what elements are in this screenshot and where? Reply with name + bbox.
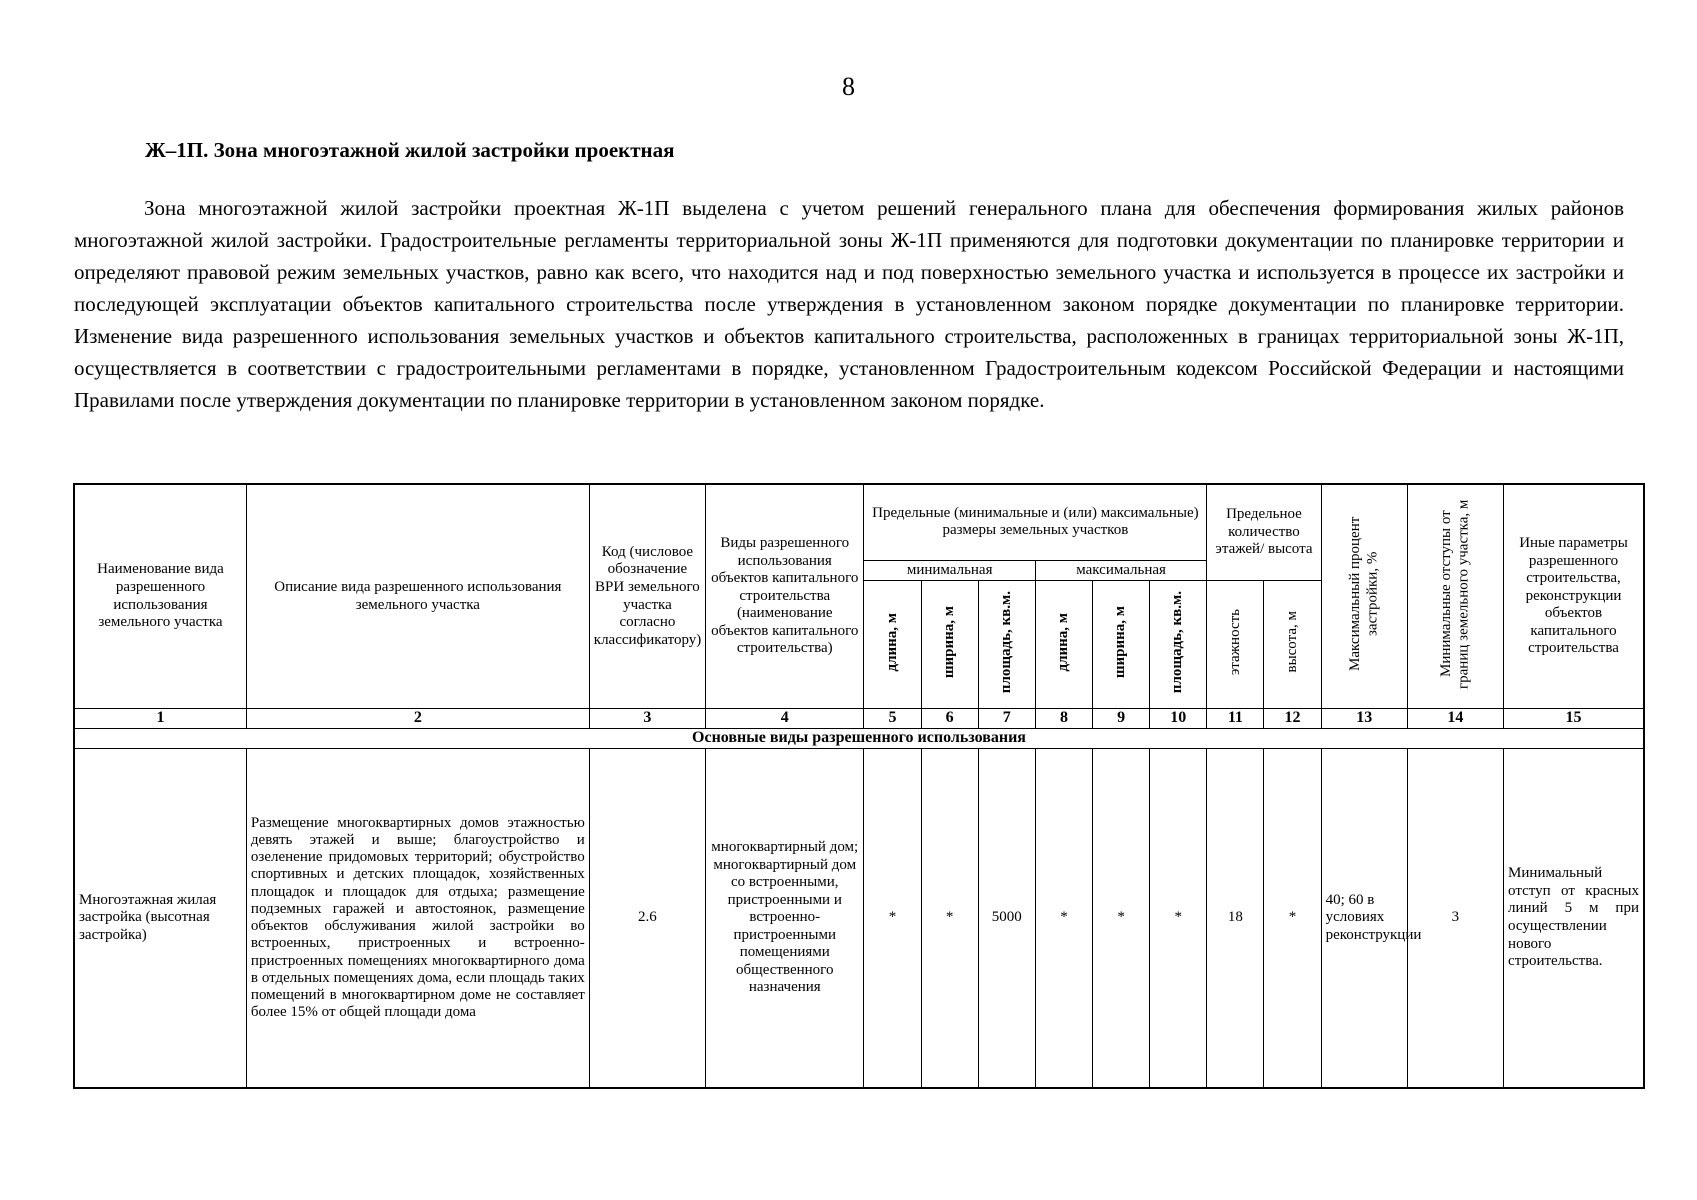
column-number: 1 (74, 709, 246, 729)
cell-min-area: 5000 (978, 749, 1035, 1088)
header-other-params: Иные параметры разрешенного строительства, реконструкции объектов капитального строительства (1504, 484, 1644, 709)
column-number: 8 (1035, 709, 1092, 729)
regulations-table (73, 483, 1645, 1089)
cell-max-width: * (1093, 749, 1150, 1088)
column-number: 4 (706, 709, 864, 729)
cell-coverage: 40; 60 в условиях реконструкции (1321, 749, 1407, 1088)
header-objects: Виды разрешенного использования объектов капитального строительства (наименование объектов капитального строительства) (706, 484, 864, 709)
column-number: 10 (1150, 709, 1207, 729)
cell-height: * (1264, 749, 1321, 1088)
cell-min-length: * (864, 749, 921, 1088)
column-number: 15 (1504, 709, 1644, 729)
column-number: 9 (1093, 709, 1150, 729)
cell-use-name: Многоэтажная жилая застройка (высотная застройка) (74, 749, 246, 1088)
header-height: высота, м (1264, 581, 1321, 709)
cell-other-params: Минимальный отступ от красных линий 5 м при осуществлении нового строительства. (1504, 749, 1644, 1088)
header-floors-height: Предельное количество этажей/ высота (1207, 484, 1321, 581)
header-min-length: длина, м (864, 581, 921, 709)
page-number: 8 (842, 72, 855, 101)
header-min-width: ширина, м (921, 581, 978, 709)
column-number: 12 (1264, 709, 1321, 729)
cell-objects: многоквартирный дом; многоквартирный дом со встроенными, пристроенными и встроенно-пристроенными помещениями общественного назначения (706, 749, 864, 1088)
cell-floors: 18 (1207, 749, 1264, 1088)
section-heading: Ж–1П. Зона многоэтажной жилой застройки проектная (145, 138, 675, 162)
cell-code: 2.6 (589, 749, 705, 1088)
cell-max-length: * (1035, 749, 1092, 1088)
column-number: 2 (246, 709, 589, 729)
column-number: 7 (978, 709, 1035, 729)
header-coverage: Максимальный процент застройки, % (1321, 484, 1407, 709)
column-number: 14 (1407, 709, 1503, 729)
header-max-width: ширина, м (1093, 581, 1150, 709)
cell-setback: 3 (1407, 749, 1503, 1088)
header-use-name: Наименование вида разрешенного использования земельного участка (74, 484, 246, 709)
header-max: максимальная (1035, 560, 1206, 581)
column-number: 5 (864, 709, 921, 729)
cell-max-area: * (1150, 749, 1207, 1088)
header-setback: Минимальные отступы от границ земельного участка, м (1407, 484, 1503, 709)
header-floors: этажность (1207, 581, 1264, 709)
table-row (74, 749, 1644, 1088)
header-code: Код (числовое обозначение ВРИ земельного участка согласно классификатору) (589, 484, 705, 709)
cell-min-width: * (921, 749, 978, 1088)
cell-use-description: Размещение многоквартирных домов этажностью девять этажей и выше; благоустройство и озеленение придомовых территорий; обустройство спортивных и детских площадок, хозяйственных площадок и площадок для отдыха; размещение подземных гаражей и автостоянок, размещение объектов обслуживания жилой застройки во встроенных, пристроенных и встроенно-пристроенных помещениях многоквартирного дома в отдельных помещениях дома, если площадь таких помещений в многоквартирном доме не составляет более 15% от общей площади дома (246, 749, 589, 1088)
header-max-area: площадь, кв.м. (1150, 581, 1207, 709)
column-numbers-row (74, 709, 1644, 729)
column-number: 13 (1321, 709, 1407, 729)
header-plot-sizes: Предельные (минимальные и (или) максимальные) размеры земельных участков (864, 484, 1207, 560)
column-number: 11 (1207, 709, 1264, 729)
intro-paragraph: Зона многоэтажной жилой застройки проектная Ж-1П выделена с учетом решений генерального плана для обеспечения формирования жилых районов многоэтажной жилой застройки. Градостроительные регламенты территориальной зоны Ж-1П применяются для подготовки документации по планировке территории и определяют правовой режим земельных участков, равно как всего, что находится над и под поверхностью земельного участка и используется в процессе их застройки и последующей эксплуатации объектов капитального строительства после утверждения в установленном законом порядке документации по планировке территории. Изменение вида разрешенного использования земельных участков и объектов капитального строительства, расположенных в границах территориальной зоны Ж-1П, осуществляется в соответствии с градостроительными регламентами в порядке, установленном Градостроительным кодексом Российской Федерации и настоящими Правилами после утверждения документации по планировке территории в установленном законом порядке. (74, 196, 1624, 412)
column-number: 6 (921, 709, 978, 729)
header-max-length: длина, м (1035, 581, 1092, 709)
header-min: минимальная (864, 560, 1035, 581)
header-min-area: площадь, кв.м. (978, 581, 1035, 709)
section-title: Основные виды разрешенного использования (74, 729, 1644, 749)
column-number: 3 (589, 709, 705, 729)
header-use-description: Описание вида разрешенного использования земельного участка (246, 484, 589, 709)
